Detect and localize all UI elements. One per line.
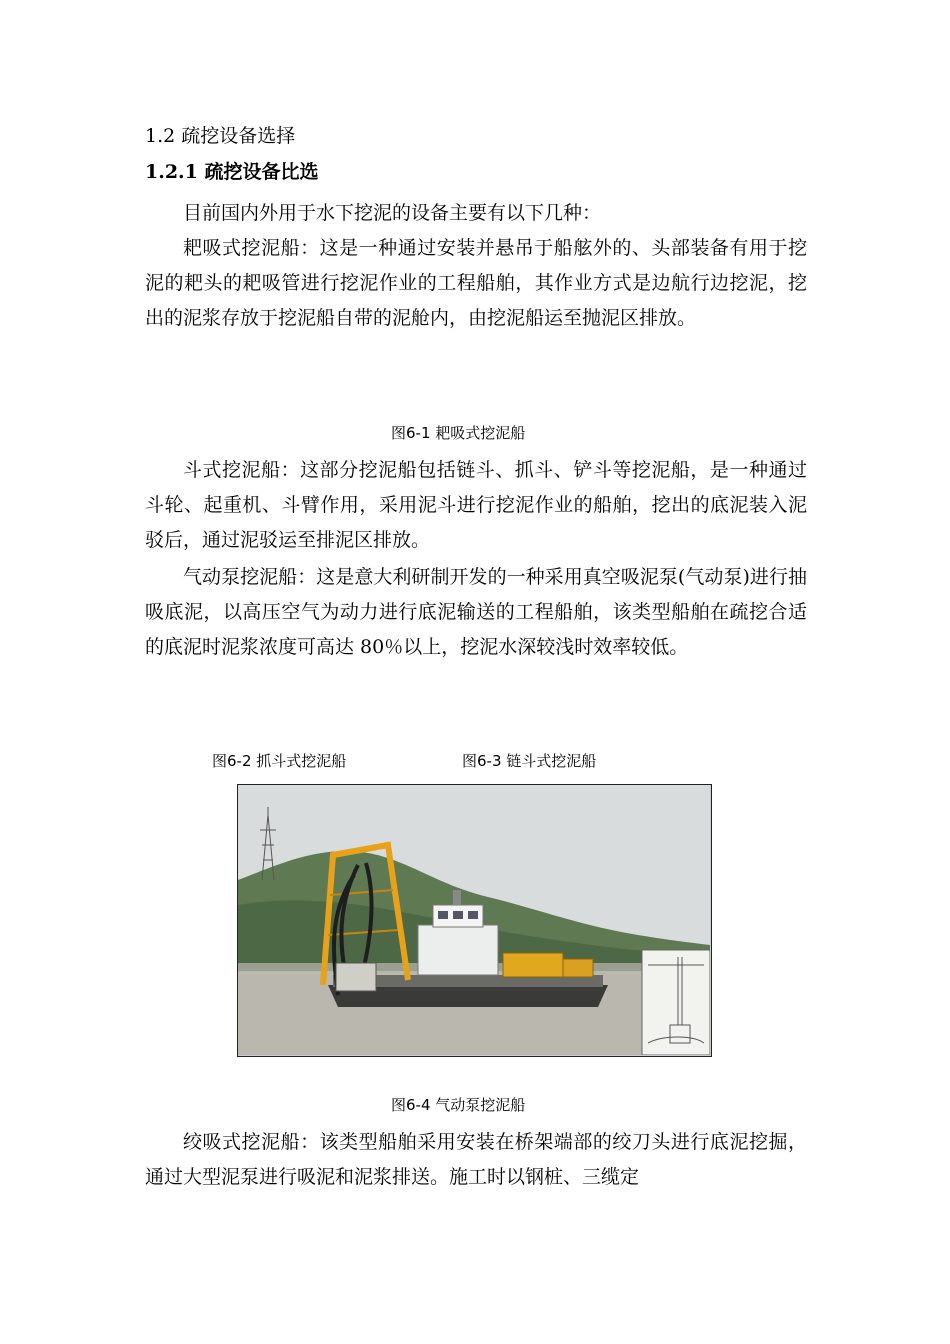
photo-inset-diagram xyxy=(642,950,710,1055)
figure-caption-6-2: 图6-2 抓斗式挖泥船 xyxy=(212,752,347,770)
figure-caption-6-3: 图6-3 链斗式挖泥船 xyxy=(462,752,597,770)
photo-generator-small xyxy=(563,959,593,977)
photo-cabin xyxy=(418,925,498,975)
dredger-photo xyxy=(237,784,712,1057)
section-heading: 1.2 疏挖设备选择 xyxy=(145,125,296,147)
bucket-paragraph: 斗式挖泥船：这部分挖泥船包括链斗、抓斗、铲斗等挖泥船，是一种通过斗轮、起重机、斗臂作用，采用泥斗进行挖泥作业的船舶，挖出的底泥装入泥驳后，通过泥驳运至排泥区排放。 xyxy=(145,459,807,551)
trailing-suction-paragraph: 耙吸式挖泥船：这是一种通过安装并悬吊于船舷外的、头部装备有用于挖泥的耙头的耙吸管进行挖泥作业的工程船舶，其作业方式是边航行边挖泥，挖出的泥浆存放于挖泥船自带的泥舱内，由挖泥船运至抛泥区排放。 xyxy=(145,237,807,329)
cutter-suction-paragraph: 绞吸式挖泥船：该类型船舶采用安装在桥架端部的绞刀头进行底泥挖掘，通过大型泥泵进行吸泥和泥浆排送。施工时以钢桩、三缆定 xyxy=(145,1131,807,1188)
intro-paragraph: 目前国内外用于水下挖泥的设备主要有以下几种： xyxy=(183,202,602,224)
photo-generator xyxy=(503,953,563,977)
figure-caption-6-4: 图6-4 气动泵挖泥船 xyxy=(391,1096,526,1114)
figure-caption-6-1: 图6-1 耙吸式挖泥船 xyxy=(391,424,526,442)
subsection-heading: 1.2.1 疏挖设备比选 xyxy=(145,161,319,183)
photo-mast xyxy=(453,890,461,905)
dredger-photo-illustration xyxy=(238,785,710,1055)
photo-pump xyxy=(336,963,376,991)
pneumatic-paragraph: 气动泵挖泥船：这是意大利研制开发的一种采用真空吸泥泵(气动泵)进行抽吸底泥，以高压空气为动力进行底泥输送的工程船舶，该类型船舶在疏挖合适的底泥时泥浆浓度可高达 80％以上，挖泥水深较浅时效率较低。 xyxy=(145,566,807,658)
photo-window xyxy=(468,911,478,919)
photo-window xyxy=(453,911,463,919)
photo-window xyxy=(438,911,448,919)
